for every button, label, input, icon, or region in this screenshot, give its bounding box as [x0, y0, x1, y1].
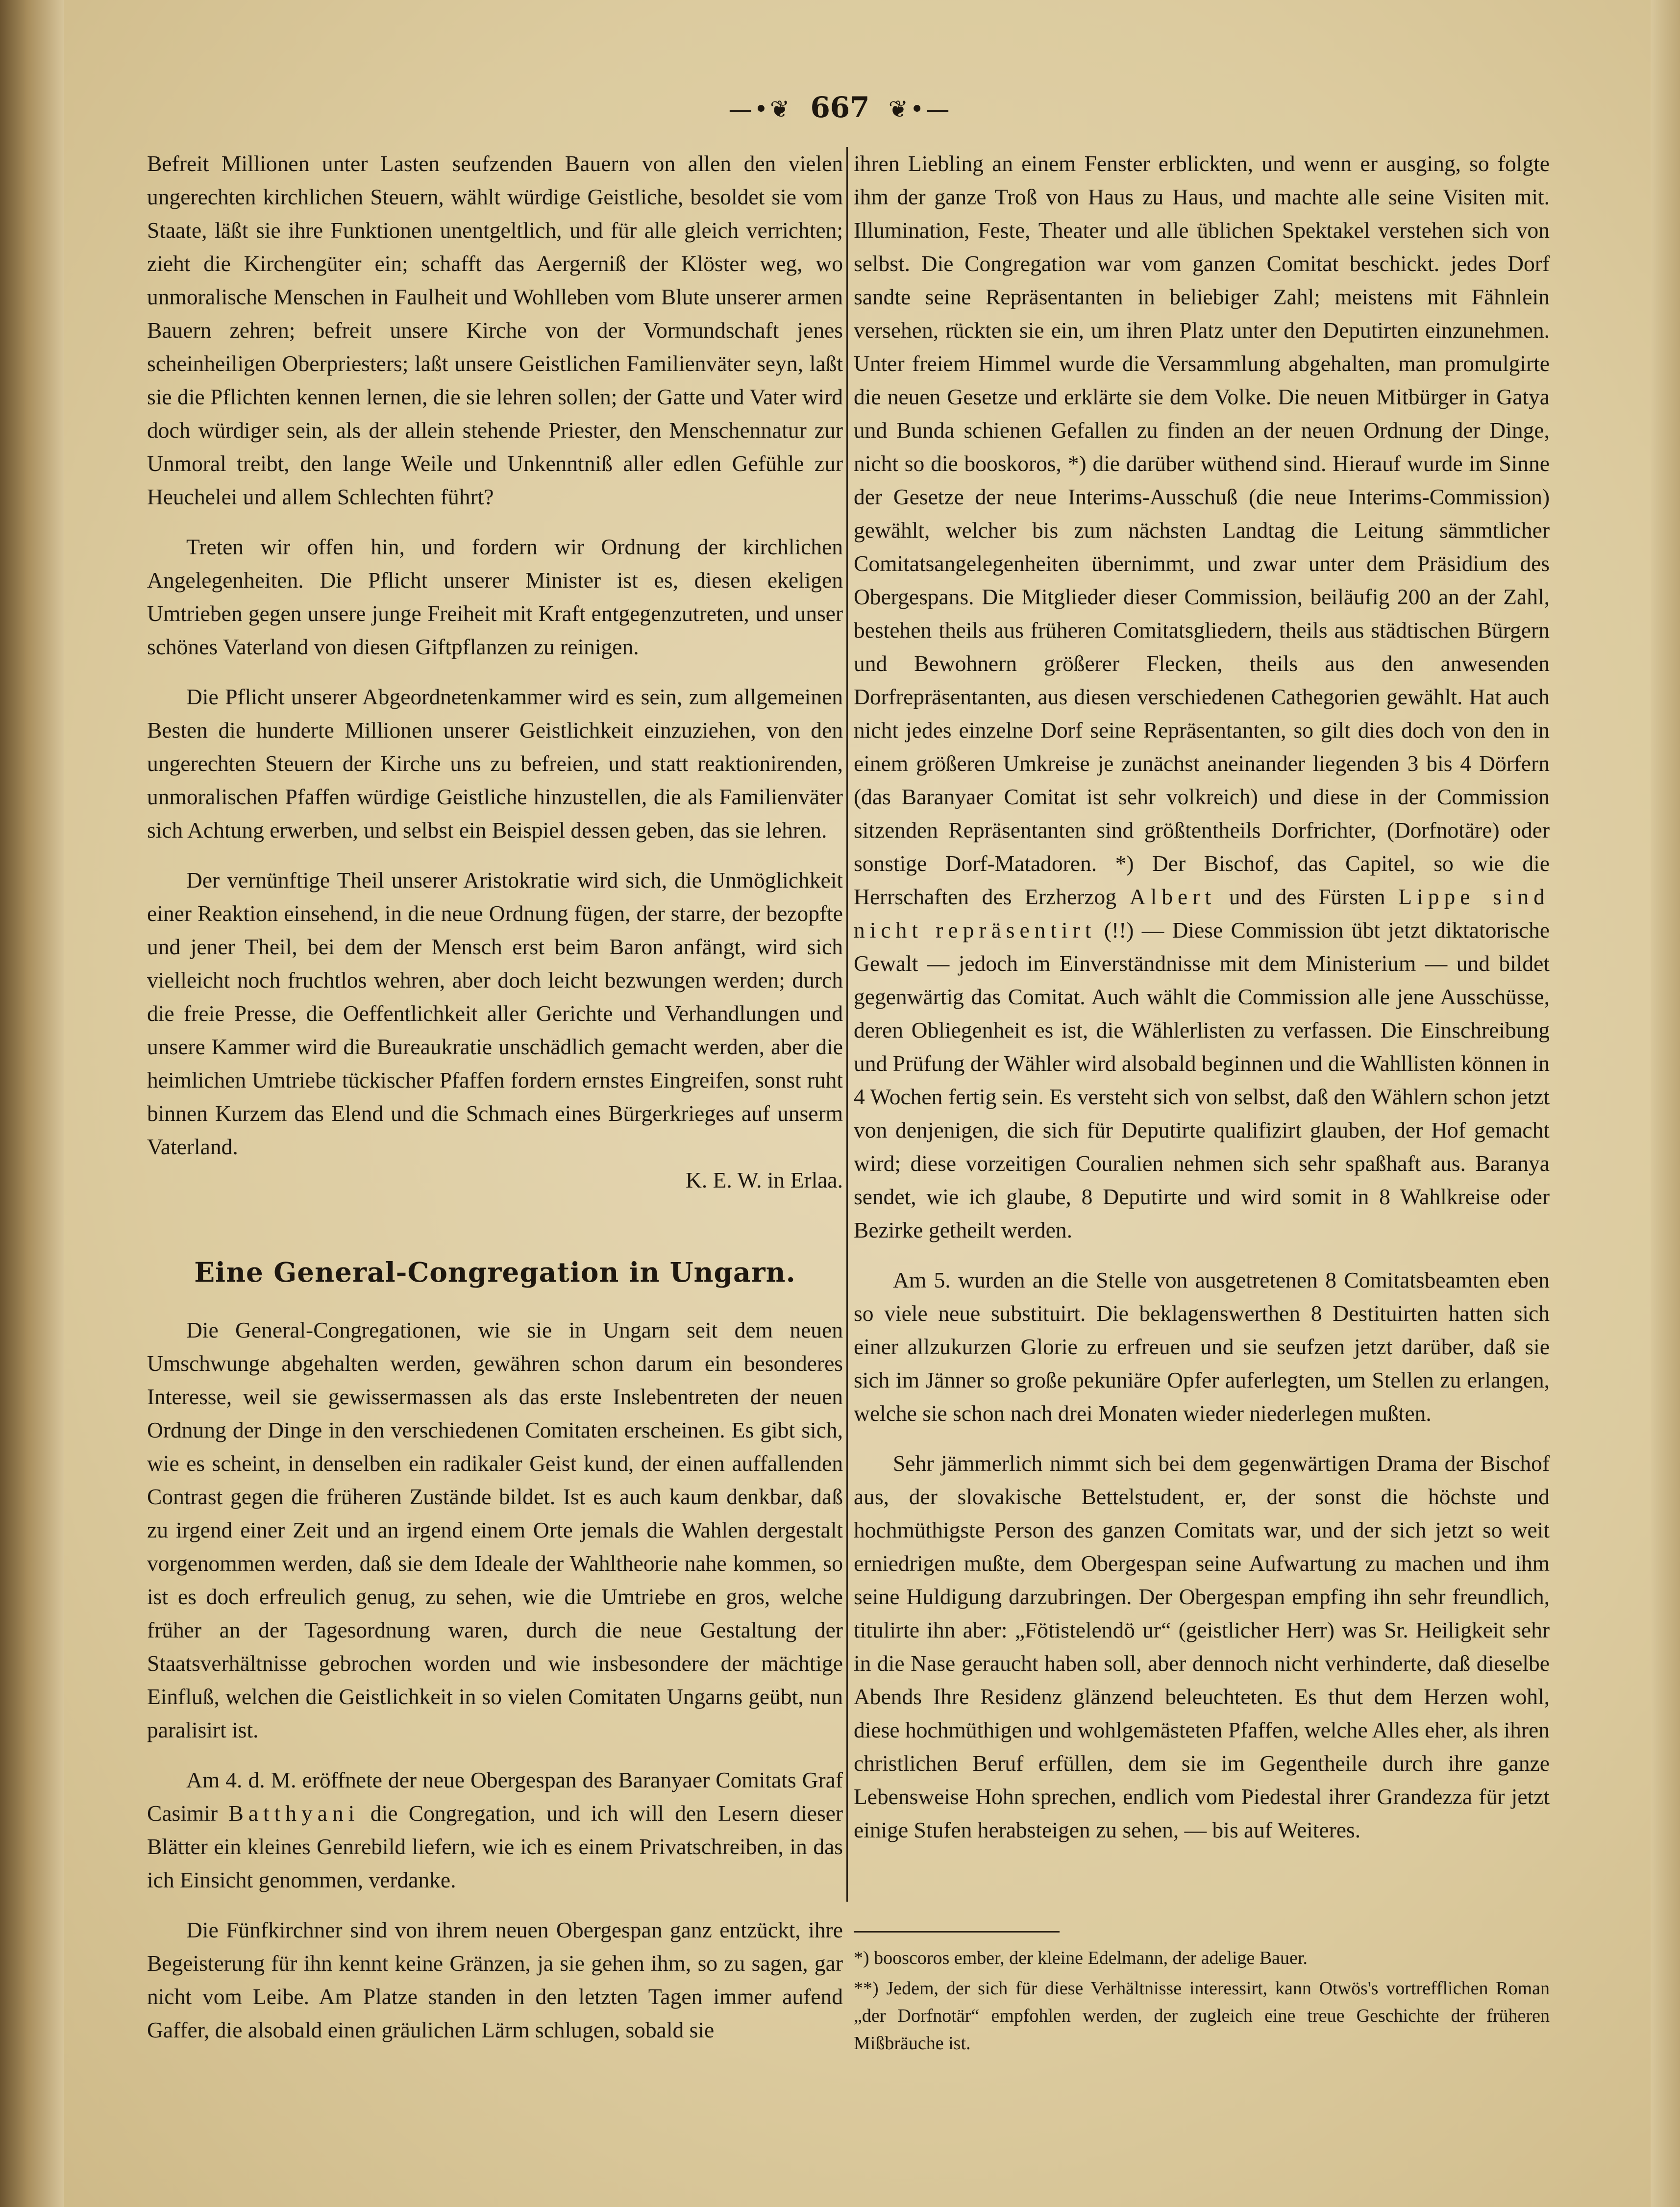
footnote-rule [854, 1931, 1060, 1933]
paragraph: Befreit Millionen unter Lasten seufzenden Bauern von allen den vielen ungerechten kirchlichen Steuern, wählt würdige Geistliche, besoldet sie vom Staate, läßt sie ihre Funktionen unentgeltlich, und für alle gleich verrichten; zieht die Kirchengüter ein; schafft das Aergerniß der Klöster weg, wo unmoralische Menschen in Faulheit und Wohlleben vom Blute unserer armen Bauern zehren; befreit unsere Kirche von der Vormundschaft jenes scheinheiligen Oberpriesters; laßt unsere Geistlichen Familienväter seyn, laßt sie die Pflichten kennen lernen, die sie lehren sollen; der Gatte und Vater wird doch würdiger sein, als der allein stehende Priester, den Menschennatur zur Unmoral treibt, den lange Weile und Unkenntniß aller edlen Gefühle zur Heuchelei und allem Schlechten führt? [147, 151, 843, 509]
spaced-phrase: Lippe sind nicht repräsentirt [854, 884, 1550, 942]
paragraph: Sehr jämmerlich nimmt sich bei dem gegenwärtigen Drama der Bischof aus, der slovakische Bettelstudent, er, der sonst die höchste und hochmüthigste Person des ganzen Comitats war, und der sich jetzt so weit erniedrigen mußte, dem Obergespan seine Aufwartung zu machen und ihm seine Huldigung darzubringen. Der Obergespan empfing ihn sehr freundlich, titulirte ihn aber: „Fötistelendö ur“ (geistlicher Herr) was Sr. Heiligkeit sehr in die Nase geraucht haben soll, aber dennoch nicht verhinderte, daß dieselbe Abends Ihre Residenz glänzend beleuchteten. Es thut dem Herzen wohl, diese hochmüthigen und wohlgemästeten Pfaffen, welche Alles eher, als ihren christlichen Beruf erfüllen, dem sie im Gegentheile durch ihre ganze Lebensweise Hohn sprechen, endlich vom Piedestal ihrer Grandezza für jetzt einige Stufen herabsteigen zu sehen, — bis auf Weiteres. [854, 1451, 1550, 1842]
author-signature: K. E. W. in Erlaa. [686, 1167, 843, 1192]
text-run: Am 4. d. M. eröffnete der neue Obergespan des Baranyaer Comitats Graf Casimir [147, 1767, 843, 1826]
text-run: die Congregation, und ich will den Lesern dieser Blätter ein kleines Genrebild liefern, wie ich es einem Privatschreiben, in das ich Einsicht genommen, verdanke. [147, 1801, 843, 1892]
page-edge [1651, 0, 1680, 2207]
page-header [0, 91, 1680, 124]
header-ornament-left: —•❦ [728, 96, 792, 123]
paragraph: Die General-Congregationen, wie sie in Ungarn seit dem neuen Umschwunge abgehalten werden, gewähren schon darum ein besonderes Interesse, weil sie gewissermassen als das erste Inslebentreten der neuen Ordnung der Dinge in den verschiedenen Comitaten erscheinen. Es gibt sich, wie es scheint, in denselben ein radikaler Geist kund, der einen auffallenden Contrast gegen die früheren Zustände bildet. Ist es auch kaum denkbar, daß zu irgend einer Zeit und an irgend einem Orte jemals die Wahlen dergestalt vorgenommen werden, daß sie dem Ideale der Wahltheorie nahe kommen, so ist es doch erfreulich genug, zu sehen, wie die Umtriebe en gros, welche früher an der Tagesordnung waren, durch die neue Gestaltung der Staatsverhältnisse gebrochen worden und wie insbesondere der mächtige Einfluß, welchen die Geistlichkeit in so vielen Comitaten Ungarns geübt, nun paralisirt ist. [147, 1317, 843, 1742]
paragraph: Am 5. wurden an die Stelle von ausgetretenen 8 Comitatsbeamten eben so viele neue substituirt. Die beklagenswerthen 8 Destituirten hatten sich einer allzukurzen Glorie zu erfreuen und sie seufzen jetzt darüber, daß sie sich im Jänner so große pekuniäre Opfer auferlegten, um Stellen zu erlangen, welche sie schon nach drei Monaten wieder niederlegen mußten. [854, 1267, 1550, 1426]
footnote: **) Jedem, der sich für diese Verhältnisse interessirt, kann Otwös's vortrefflichen Roman „der Dorfnotär“ empfohlen werden, der zugleich eine treue Geschichte der früheren Mißbräuche ist. [854, 1978, 1550, 2054]
paragraph: Der vernünftige Theil unserer Aristokratie wird sich, die Unmöglichkeit einer Reaktion einsehend, in die neue Ordnung fügen, der starre, der bezopfte und jener Theil, bei dem der Mensch erst beim Baron anfängt, wird sich vielleicht noch fruchtlos wehren, aber doch leicht bezwungen werden; durch die freie Presse, die Oeffentlichkeit aller Gerichte und Verhandlungen und unsere Kammer wird die Bureaukratie unschädlich gemacht werden, aber die heimlichen Umtriebe tückischer Pfaffen fordern ernstes Eingreifen, sonst ruht binnen Kurzem das Elend und die Schmach eines Bürgerkrieges auf unserm Vaterland. [147, 868, 843, 1159]
left-column [147, 147, 843, 2063]
spaced-name: Albert [1129, 884, 1216, 909]
spaced-name: Batthyani [228, 1801, 360, 1826]
text-run: und des Fürsten [1215, 884, 1399, 909]
header-ornament-right: ❦•— [888, 96, 952, 123]
text-run: (!!) — Diese Commission übt jetzt diktatorische Gewalt — jedoch im Einverständnisse mit dem Ministerium — und bildet gegenwärtig das Comitat. Auch wählt die Commission alle jene Ausschüsse, deren Obliegenheit es ist, die Wählerlisten zu verfassen. Die Einschreibung und Prüfung der Wähler wird alsobald beginnen und die Wahllisten können in 4 Wochen fertig sein. Es versteht sich von selbst, daß den Wählern schon jetzt von denjenigen, die sich für Deputirte qualifizirt glauben, der Hof gemacht wird; diese vorzeitigen Couralien nehmen sich sehr spaßhaft aus. Baranya sendet, wie ich glaube, 8 Deputirte und wird somit in 8 Wahlkreise oder Bezirke getheilt werden. [854, 918, 1550, 1242]
paragraph: Die Pflicht unserer Abgeordnetenkammer wird es sein, zum allgemeinen Besten die hunderte Millionen unserer Geistlichkeit einzuziehen, von den ungerechten Steuern der Kirche uns zu befreien, und statt reaktionirenden, unmoralischen Pfaffen würdige Geistliche hinzustellen, die als Familienväter sich Achtung erwerben, und selbst ein Beispiel dessen geben, das sie lehren. [147, 684, 843, 843]
article-heading: Eine General-Congregation in Ungarn. [194, 1256, 796, 1288]
paragraph [854, 147, 1550, 1247]
footnotes [854, 1902, 1550, 2060]
text-run: ihren Liebling an einem Fenster erblickten, und wenn er ausging, so folgte ihm der ganze Troß von Haus zu Haus, und machte alle seine Visiten mit. Illumination, Feste, Theater und alle üblichen Spektakel verstehen sich von selbst. Die Congregation war vom ganzen Comitat beschickt. jedes Dorf sandte seine Repräsentanten in beliebiger Zahl; meistens mit Fähnlein versehen, rückten sie ein, um ihren Platz unter den Deputirten einzunehmen. Unter freiem Himmel wurde die Versammlung abgehalten, man promulgirte die neuen Gesetze und erklärte sie dem Volke. Die neuen Mitbürger in Gatya und Bunda schienen Gefallen zu finden an der neuen Ordnung der Dinge, nicht so die booskoros, *) die darüber wüthend sind. Hierauf wurde im Sinne der Gesetze der neue Interims-Ausschuß (die neue Interims-Commission) gewählt, welcher bis zum nächsten Landtag die Leitung sämmtlicher Comitatsangelegenheiten übernimmt, und zwar unter dem Präsidium des Obergespans. Die Mitglieder dieser Commission, beiläufig 200 an der Zahl, bestehen theils aus früheren Comitatsgliedern, theils aus städtischen Bürgern und Bewohnern größerer Flecken, theils aus den anwesenden Dorfrepräsentanten, aus diesen verschiedenen Cathegorien gewählt. Hat auch nicht jedes einzelne Dorf seine Repräsentanten, so gilt dies doch von den in einem größeren Umkreise je zunächst aneinander liegenden 3 bis 4 Dörfern (das Baranyaer Comitat ist sehr volkreich) und diese in der Commission sitzenden Repräsentanten sind größtentheils Dorfrichter, (Dorfnotäre) oder sonstige Dorf-Matadoren. *) Der Bischof, das Capitel, so wie die Herrschaften des Erzherzog [854, 151, 1550, 909]
paragraph [147, 1763, 843, 1897]
binding-gutter [0, 0, 64, 2207]
page-number: 667 [810, 91, 870, 124]
paragraph: Treten wir offen hin, und fordern wir Ordnung der kirchlichen Angelegenheiten. Die Pflicht unserer Minister ist es, diesen ekeligen Umtrieben gegen unsere junge Freiheit mit Kraft entgegenzutreten, und unser schönes Vaterland von diesen Giftpflanzen zu reinigen. [147, 534, 843, 659]
footnote: *) booscoros ember, der kleine Edelmann, der adelige Bauer. [854, 1948, 1308, 1968]
paragraph: Die Fünfkirchner sind von ihrem neuen Obergespan ganz entzückt, ihre Begeisterung für ihn kennt keine Gränzen, ja sie gehen ihm, so zu sagen, gar nicht vom Leibe. Am Platze standen in den letzten Tagen immer aufend Gaffer, die alsobald einen gräulichen Lärm schlugen, sobald sie [147, 1917, 843, 2042]
right-column [854, 147, 1550, 1863]
column-divider [846, 147, 848, 1902]
